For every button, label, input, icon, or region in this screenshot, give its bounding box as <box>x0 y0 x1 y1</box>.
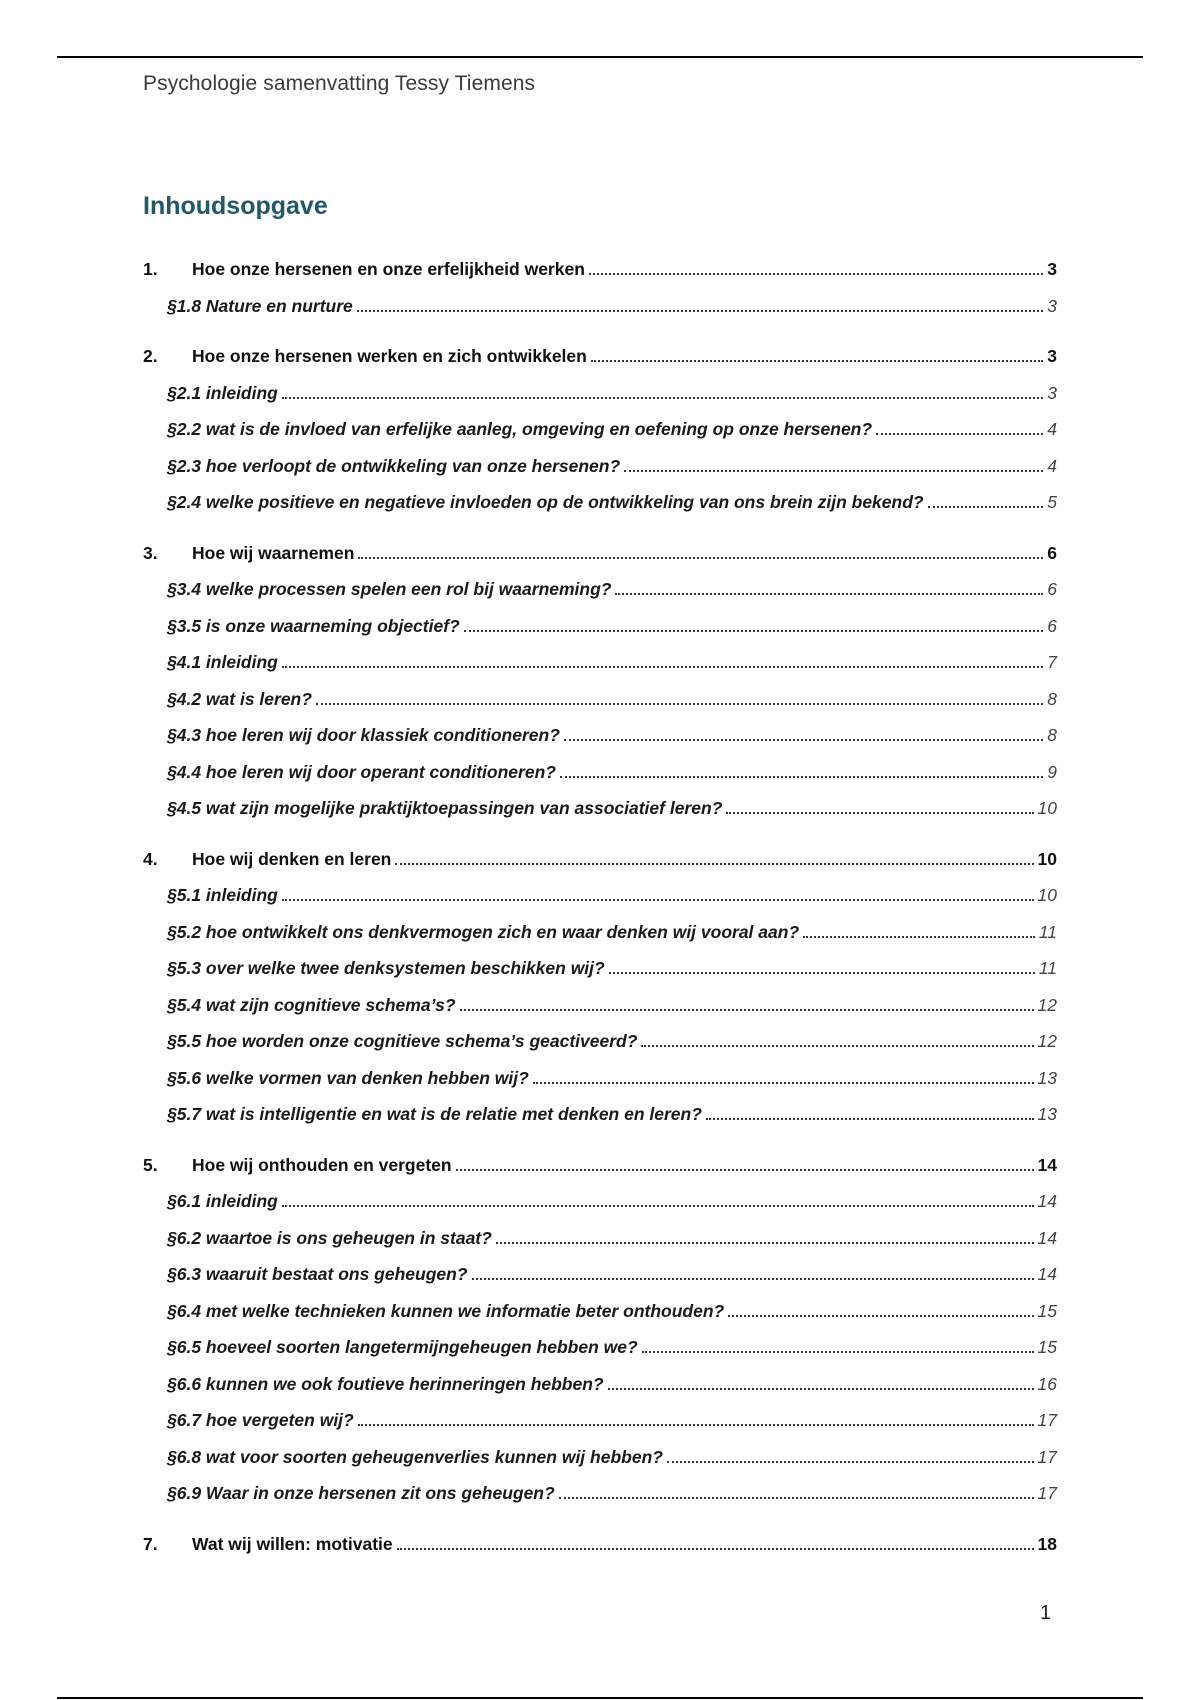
page-number: 1 <box>1040 1602 1052 1624</box>
toc-page-number: 11 <box>1038 958 1057 978</box>
toc-dot-leader <box>395 862 1033 865</box>
toc-section-entry[interactable] <box>167 647 1057 673</box>
toc-entry-label: §2.1 inleiding <box>167 383 278 403</box>
toc-page-number: 10 <box>1037 849 1057 869</box>
toc-chapter-entry[interactable] <box>143 254 1057 280</box>
toc-entry-label: §2.3 hoe verloopt de ontwikkeling van onze hersenen? <box>167 456 621 476</box>
toc-chapter-number: 4. <box>143 849 158 869</box>
toc-entry-label: §4.5 wat zijn mogelijke praktijktoepassingen van associatief leren? <box>167 798 723 818</box>
toc-entry-label: Hoe wij waarnemen <box>192 543 355 563</box>
toc-dot-leader <box>624 469 1043 472</box>
toc-dot-leader <box>533 1081 1034 1084</box>
toc-dot-leader <box>496 1241 1034 1244</box>
toc-dot-leader <box>282 1204 1034 1207</box>
toc-chapter-number: 5. <box>143 1155 158 1175</box>
toc-chapter-entry[interactable] <box>143 1529 1057 1555</box>
toc-entry-label: §3.5 is onze waarneming objectief? <box>167 616 460 636</box>
toc-chapter-entry[interactable] <box>143 341 1057 367</box>
toc-section-entry[interactable] <box>167 1186 1057 1212</box>
toc-entry-label: §4.3 hoe leren wij door klassiek conditioneren? <box>167 725 560 745</box>
header-rule <box>57 56 1143 58</box>
toc-page-number: 10 <box>1037 798 1057 818</box>
toc-dot-leader <box>642 1350 1034 1353</box>
toc-entry-label: §6.5 hoeveel soorten langetermijngeheugen hebben we? <box>167 1337 638 1357</box>
toc-section-entry[interactable] <box>167 451 1057 477</box>
toc-dot-leader <box>608 1387 1034 1390</box>
toc-chapter-number: 7. <box>143 1534 158 1554</box>
toc-entry-label: §4.4 hoe leren wij door operant conditioneren? <box>167 762 556 782</box>
toc-entry-label: §5.5 hoe worden onze cognitieve schema’s geactiveerd? <box>167 1031 638 1051</box>
toc-entry-label: §6.8 wat voor soorten geheugenverlies kunnen wij hebben? <box>167 1447 663 1467</box>
toc-chapter-entry[interactable] <box>143 844 1057 870</box>
toc-dot-leader <box>876 432 1043 435</box>
toc-page-number: 6 <box>1047 579 1057 599</box>
toc-dot-leader <box>282 665 1043 668</box>
toc-dot-leader <box>591 359 1043 362</box>
toc-page-number: 13 <box>1037 1068 1057 1088</box>
toc-entry-label: §5.1 inleiding <box>167 885 278 905</box>
toc-entry-label: §5.7 wat is intelligentie en wat is de relatie met denken en leren? <box>167 1104 702 1124</box>
document-header: Psychologie samenvatting Tessy Tiemens <box>143 72 536 95</box>
toc-page-number: 16 <box>1037 1374 1057 1394</box>
footer-rule <box>57 1697 1143 1699</box>
toc-entry-label: §2.4 welke positieve en negatieve invloeden op de ontwikkeling van ons brein zijn bekend? <box>167 492 924 512</box>
toc-section-entry[interactable] <box>167 757 1057 783</box>
toc-section-entry[interactable] <box>167 1259 1057 1285</box>
toc-page-number: 14 <box>1037 1228 1057 1248</box>
toc-entry-label: §6.1 inleiding <box>167 1191 278 1211</box>
toc-dot-leader <box>667 1460 1034 1463</box>
toc-entry-label: §6.2 waartoe is ons geheugen in staat? <box>167 1228 492 1248</box>
toc-section-entry[interactable] <box>167 1223 1057 1249</box>
toc-dot-leader <box>726 811 1033 814</box>
toc-title: Inhoudsopgave <box>143 192 328 220</box>
toc-dot-leader <box>928 505 1043 508</box>
toc-entry-label: §1.8 Nature en nurture <box>167 296 353 316</box>
toc-entry-label: Wat wij willen: motivatie <box>192 1534 393 1554</box>
toc-dot-leader <box>728 1314 1033 1317</box>
toc-page-number: 10 <box>1037 885 1057 905</box>
toc-dot-leader <box>472 1277 1034 1280</box>
toc-entry-label: §6.3 waaruit bestaat ons geheugen? <box>167 1264 468 1284</box>
toc-entry-label: §6.6 kunnen we ook foutieve herinneringen hebben? <box>167 1374 604 1394</box>
toc-page-number: 6 <box>1047 616 1057 636</box>
toc-section-entry[interactable] <box>167 1332 1057 1358</box>
toc-section-entry[interactable] <box>167 990 1057 1016</box>
toc-section-entry[interactable] <box>167 684 1057 710</box>
toc-page-number: 7 <box>1047 652 1057 672</box>
toc-entry-label: Hoe wij onthouden en vergeten <box>192 1155 452 1175</box>
toc-section-entry[interactable] <box>167 880 1057 906</box>
toc-page-number: 17 <box>1037 1410 1057 1430</box>
toc-dot-leader <box>282 898 1034 901</box>
toc-page-number: 5 <box>1047 492 1057 512</box>
toc-section-entry[interactable] <box>167 414 1057 440</box>
toc-dot-leader <box>358 1423 1034 1426</box>
toc-chapter-entry[interactable] <box>143 538 1057 564</box>
toc-page-number: 12 <box>1037 1031 1057 1051</box>
toc-page-number: 15 <box>1037 1301 1057 1321</box>
toc-page-number: 17 <box>1037 1483 1057 1503</box>
toc-entry-label: Hoe onze hersenen werken en zich ontwikkelen <box>192 346 587 366</box>
toc-entry-label: §5.2 hoe ontwikkelt ons denkvermogen zich en waar denken wij vooral aan? <box>167 922 800 942</box>
toc-section-entry[interactable] <box>167 1442 1057 1468</box>
toc-entry-label: §5.3 over welke twee denksystemen beschikken wij? <box>167 958 605 978</box>
toc-page-number: 3 <box>1047 296 1057 316</box>
toc-page-number: 17 <box>1037 1447 1057 1467</box>
toc-dot-leader <box>560 775 1043 778</box>
toc-dot-leader <box>615 592 1043 595</box>
toc-dot-leader <box>641 1044 1033 1047</box>
toc-page-number: 8 <box>1047 725 1057 745</box>
toc-entry-label: §2.2 wat is de invloed van erfelijke aanleg, omgeving en oefening op onze hersenen? <box>167 419 873 439</box>
toc-dot-leader <box>456 1168 1034 1171</box>
toc-dot-leader <box>589 272 1043 275</box>
toc-entry-label: §5.4 wat zijn cognitieve schema’s? <box>167 995 456 1015</box>
toc-chapter-number: 2. <box>143 346 158 366</box>
toc-dot-leader <box>282 396 1043 399</box>
toc-section-entry[interactable] <box>167 953 1057 979</box>
toc-dot-leader <box>464 629 1043 632</box>
toc-entry-label: §6.4 met welke technieken kunnen we informatie beter onthouden? <box>167 1301 725 1321</box>
toc-page-number: 9 <box>1047 762 1057 782</box>
toc-page-number: 14 <box>1037 1264 1057 1284</box>
toc-section-entry[interactable] <box>167 1063 1057 1089</box>
toc-page-number: 12 <box>1037 995 1057 1015</box>
toc-section-entry[interactable] <box>167 574 1057 600</box>
toc-section-entry[interactable] <box>167 1405 1057 1431</box>
toc-page-number: 15 <box>1037 1337 1057 1357</box>
toc-section-entry[interactable] <box>167 720 1057 746</box>
toc-page-number: 18 <box>1037 1534 1057 1554</box>
toc-chapter-number: 3. <box>143 543 158 563</box>
toc-chapter-entry[interactable] <box>143 1150 1057 1176</box>
toc-section-entry[interactable] <box>167 793 1057 819</box>
toc-entry-label: §6.9 Waar in onze hersenen zit ons geheugen? <box>167 1483 555 1503</box>
toc-page-number: 6 <box>1047 543 1057 563</box>
toc-section-entry[interactable] <box>167 917 1057 943</box>
toc-page-number: 3 <box>1047 259 1057 279</box>
toc-dot-leader <box>559 1496 1034 1499</box>
toc-dot-leader <box>357 309 1043 312</box>
toc-page-number: 3 <box>1047 383 1057 403</box>
toc-section-entry[interactable] <box>167 487 1057 513</box>
toc-section-entry[interactable] <box>167 1369 1057 1395</box>
toc-entry-label: §6.7 hoe vergeten wij? <box>167 1410 354 1430</box>
toc-dot-leader <box>358 556 1043 559</box>
toc-page-number: 4 <box>1047 456 1057 476</box>
toc-section-entry[interactable] <box>167 1026 1057 1052</box>
toc-section-entry[interactable] <box>167 1478 1057 1504</box>
toc-page-number: 4 <box>1047 419 1057 439</box>
toc-chapter-number: 1. <box>143 259 158 279</box>
toc-section-entry[interactable] <box>167 1296 1057 1322</box>
toc-section-entry[interactable] <box>167 1099 1057 1125</box>
toc-dot-leader <box>803 935 1035 938</box>
toc-dot-leader <box>609 971 1035 974</box>
toc-dot-leader <box>460 1008 1034 1011</box>
toc-page-number: 11 <box>1038 922 1057 942</box>
toc-section-entry[interactable] <box>167 611 1057 637</box>
toc-page-number: 3 <box>1047 346 1057 366</box>
toc-page-number: 14 <box>1037 1191 1057 1211</box>
toc-entry-label: §5.6 welke vormen van denken hebben wij? <box>167 1068 529 1088</box>
toc-page-number: 13 <box>1037 1104 1057 1124</box>
toc-section-entry[interactable] <box>167 291 1057 317</box>
toc-page-number: 8 <box>1047 689 1057 709</box>
toc-section-entry[interactable] <box>167 378 1057 404</box>
toc-entry-label: §3.4 welke processen spelen een rol bij waarneming? <box>167 579 612 599</box>
toc-entry-label: Hoe wij denken en leren <box>192 849 392 869</box>
toc-entry-label: §4.1 inleiding <box>167 652 278 672</box>
toc-dot-leader <box>564 738 1043 741</box>
toc-dot-leader <box>397 1547 1034 1550</box>
toc-dot-leader <box>706 1117 1034 1120</box>
toc-entry-label: Hoe onze hersenen en onze erfelijkheid werken <box>192 259 585 279</box>
toc-page-number: 14 <box>1037 1155 1057 1175</box>
toc-dot-leader <box>316 702 1043 705</box>
toc-entry-label: §4.2 wat is leren? <box>167 689 312 709</box>
